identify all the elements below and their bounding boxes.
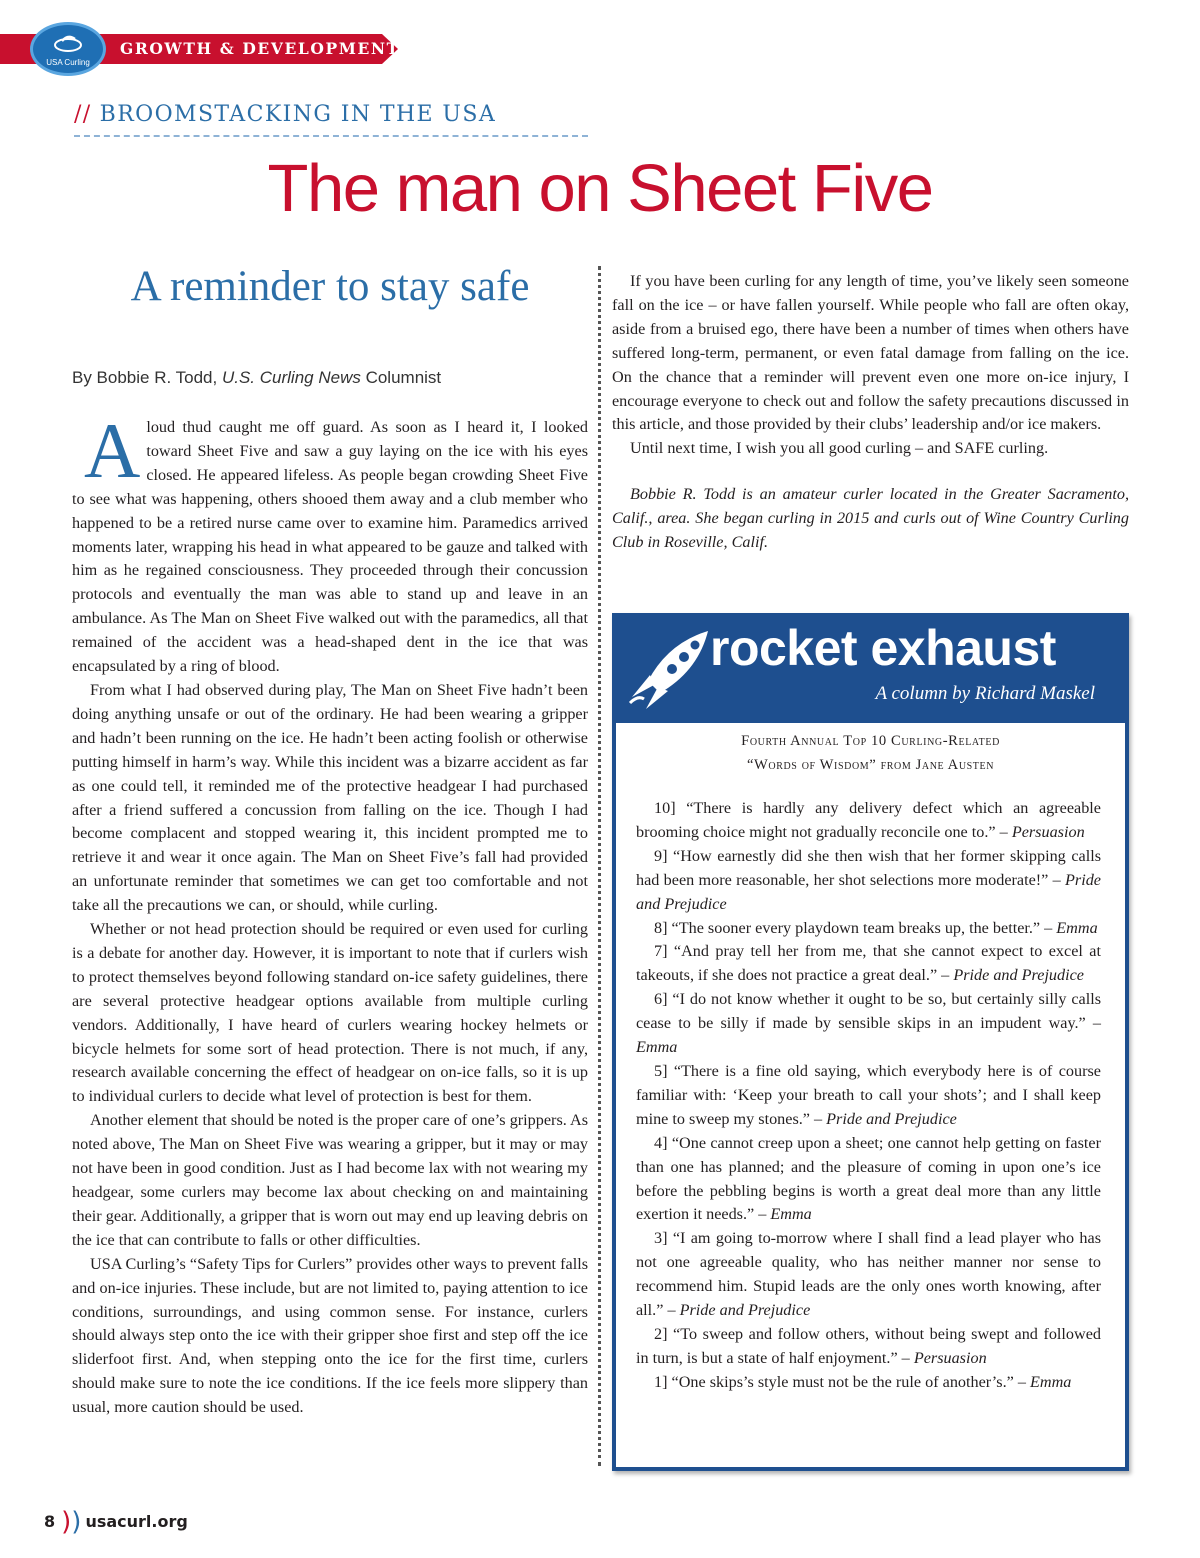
page-number: 8 (44, 1512, 56, 1531)
quote-text: 3] “I am going to-morrow where I shall find a lead player who has not one agreeable quality, who has neither manner nor sense to recommend him. Stupid leads are the only ones worth knowing, after all.” – (636, 1229, 1101, 1320)
list-item (636, 940, 1101, 988)
list-item (636, 917, 1101, 941)
rocket-exhaust-sidebar (612, 613, 1129, 1471)
author-bio: Bobbie R. Todd is an amateur curler located in the Greater Sacramento, Calif., area. She began curling in 2015 and curls out of Wine Country Curling Club in Roseville, Calif. (612, 485, 1129, 552)
footer-site-link[interactable]: usacurl.org (85, 1512, 188, 1531)
quote-text: 6] “I do not know whether it ought to be so, but certainly silly calls cease to be silly if made by sensible skips in an impudent way.” – (636, 990, 1101, 1033)
column-divider (598, 266, 601, 1466)
list-heading-line: Fourth Annual Top 10 Curling-Related (741, 733, 1000, 749)
quote-text: 5] “There is a fine old saying, which everybody here is of course familiar with: ‘Keep your breath to call your shots’; and I shall keep mine to sweep my stones.” – (636, 1061, 1101, 1128)
list-item (636, 845, 1101, 917)
sidebar-header (616, 617, 1125, 723)
list-item (636, 1060, 1101, 1132)
quote-text: 10] “There is hardly any delivery defect which an agreeable brooming choice might not gradually reconcile one to.” – (636, 799, 1101, 841)
quote-source: Emma (636, 1038, 678, 1057)
drop-cap: A (84, 407, 141, 494)
quote-source: Pride and Prejudice (826, 1109, 957, 1128)
quote-source: Pride and Prejudice (636, 870, 1101, 913)
body-paragraph (72, 407, 588, 679)
kicker-slashes: // (74, 102, 92, 127)
byline-author: By Bobbie R. Todd, (72, 368, 218, 387)
body-paragraph: Until next time, I wish you all good curling – and SAFE curling. (630, 439, 1049, 458)
list-heading-line: “Words of Wisdom” from Jane Austen (746, 757, 995, 773)
list-item (636, 1227, 1101, 1323)
body-paragraph: USA Curling’s “Safety Tips for Curlers” provides other ways to prevent falls and on-ice injuries. These include, but are not limited to, paying attention to ice conditions, surroundings, and using common sense. For instance, curlers should always step onto the ice with their gripper shoe first and step off the ice sliderfoot first. And, when stepping onto the ice for the first time, curlers should make sure to note the ice conditions. If the ice feels more slippery than usual, more caution should be used. (72, 1254, 588, 1417)
list-item (636, 1132, 1101, 1228)
article-body-right (612, 270, 1129, 555)
quote-list (636, 797, 1101, 1395)
quote-source: Pride and Prejudice (953, 966, 1084, 985)
quote-text: 1] “One skips’s style must not be the rule of another’s.” – (654, 1372, 1026, 1391)
body-paragraph-text: loud thud caught me off guard. As soon as I heard it, I looked toward Sheet Five and saw a guy laying on the ice with his eyes closed. He appeared lifeless. As people began crowding Sheet Five to see what was happening, others shooed them away and a club member who happened to be a retired nurse came over to examine him. Paramedics arrived moments later, wrapping his head in what appeared to be gauze and talked with him as he regained consciousness. They proceeded through their concussion protocols and eventually the man was able to stand up and leave in an ambulance. As The Man on Sheet Five walked out with the paramedics, all that remained of the accident was a head-shaped dent in the ice that was encapsulated by a ring of blood. (72, 418, 588, 676)
body-paragraph: Another element that should be noted is the proper care of one’s grippers. As noted above, The Man on Sheet Five was wearing a gripper, but it may or may not have been in good condition. Just as I had become lax with not wearing my headgear, some curlers may become lax about checking on and maintaining their gear. Additionally, a gripper that is worn out may end up leaving debris on the ice that can contribute to falls or other difficulties. (72, 1111, 588, 1249)
quote-text: 2] “To sweep and follow others, without being swept and followed in turn, is but a state of half enjoyment.” – (636, 1324, 1101, 1367)
quote-text: 7] “And pray tell her from me, that she cannot expect to excel at takeouts, if she does not practice a great deal.” – (636, 942, 1101, 985)
kicker-text: BROOMSTACKING IN THE USA (99, 102, 497, 127)
usa-curling-logo (30, 22, 106, 76)
quote-text: 4] “One cannot creep upon a sheet; one cannot help getting on faster than one has planned; and the pleasure of coming in upon one’s ice before the pebbling begins is worth a great deal more than any little exertion it needs.” – (636, 1133, 1101, 1224)
kicker-divider (74, 135, 588, 137)
quote-source: Pride and Prejudice (679, 1301, 811, 1320)
article-kicker (74, 102, 496, 127)
quote-text: 8] “The sooner every playdown team breaks up, the better.” – (654, 918, 1053, 937)
logo-text: USA Curling (46, 58, 90, 67)
article-body-left (72, 407, 588, 1420)
list-heading (616, 729, 1125, 777)
list-item (636, 988, 1101, 1060)
rocket-icon (624, 625, 712, 715)
page-footer (44, 1504, 188, 1537)
sidebar-title: rocket exhaust (710, 620, 1056, 676)
sidebar-subtitle: A column by Richard Maskel (875, 683, 1095, 704)
quote-source: Emma (1030, 1372, 1072, 1391)
quote-source: Persuasion (1011, 822, 1085, 841)
article-title: The man on Sheet Five (267, 151, 933, 226)
quote-source: Emma (1056, 918, 1098, 937)
list-item (636, 1323, 1101, 1371)
quote-source: Persuasion (913, 1348, 987, 1367)
body-paragraph: Whether or not head protection should be required or even used for curling is a debate for another day. However, it is important to note that if curlers wish to protect themselves beyond following standard on-ice safety guidelines, there are several protective headgear options available from multiple curling vendors. Additionally, I have heard of curlers wearing hockey helmets or bicycle helmets for some sort of head protection. There is not much, if any, research available concerning the effect of headgear on on-ice falls, so it is up to individual curlers to decide what level of protection is best for them. (72, 920, 588, 1106)
byline (72, 368, 441, 388)
article-subtitle: A reminder to stay safe (130, 263, 530, 310)
section-label: GROWTH & DEVELOPMENT (120, 39, 400, 58)
quote-source: Emma (770, 1205, 812, 1224)
quote-text: 9] “How earnestly did she then wish that her former skipping calls had been more reasonable, her shot selections more moderate!” – (636, 846, 1101, 889)
list-item (636, 1371, 1101, 1395)
body-paragraph: If you have been curling for any length of time, you’ve likely seen someone fall on the ice – or have fallen yourself. While people who fall are often okay, aside from a bruised ego, there have been a number of times when others have suffered long-term, permanent, or even fatal damage from falling on the ice. On the chance that a reminder will prevent even one more on-ice injury, I encourage everyone to check out and follow the safety precautions discussed in this article, and those provided by their clubs’ leadership and/or ice makers. (612, 272, 1129, 434)
curling-stone-icon (53, 33, 83, 53)
byline-role: Columnist (365, 368, 442, 387)
footer-bracket-icon: )) (61, 1507, 82, 1537)
body-paragraph: From what I had observed during play, The Man on Sheet Five hadn’t been doing anything unsafe or out of the ordinary. He had been wearing a gripper and hadn’t been running on the ice. He hadn’t been acting foolish or otherwise putting himself in harm’s way. While this incident was a bizarre accident as far as one could tell, it reminded me of the protective headgear I had purchased after a friend suffered a concussion from falling on the ice. Though I had become complacent and stopped wearing it, this incident prompted me to retrieve it and wear it once again. The Man on Sheet Five’s fall had provided an unfortunate reminder that sometimes we can get too comfortable and not take all the precautions we can, or should, while curling. (72, 680, 588, 915)
list-item (636, 797, 1101, 845)
byline-publication: U.S. Curling News (221, 368, 361, 387)
